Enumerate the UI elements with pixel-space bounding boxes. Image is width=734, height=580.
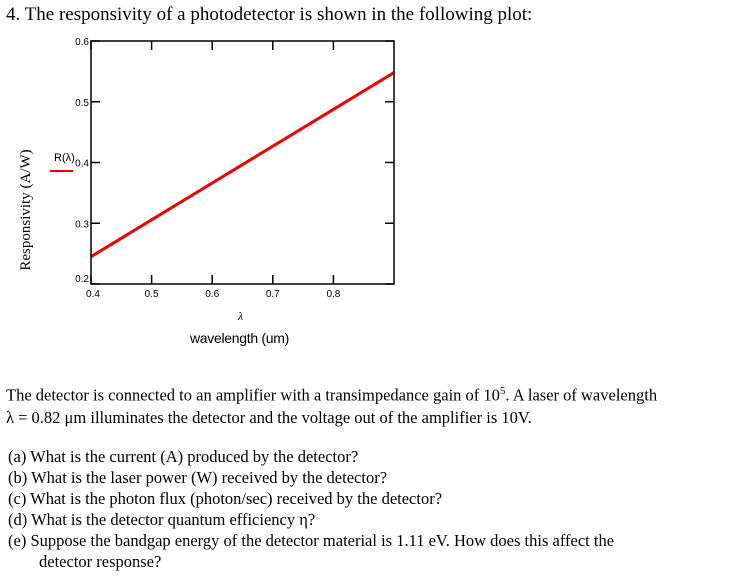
question-d: (d) What is the detector quantum efficiency η? <box>8 510 316 529</box>
x-tick-label: 0.4 <box>86 289 100 300</box>
x-axis-label: wavelength (um) <box>190 330 289 346</box>
y-tick-label: 0.5 <box>75 97 89 109</box>
question-title: 4. The responsivity of a photodetector is shown in the following plot: <box>6 4 533 25</box>
question-b: (b) What is the laser power (W) received by the detector? <box>8 468 388 487</box>
y-axis-label: Responsivity (A/W) <box>18 149 34 271</box>
paragraph-text-1: The detector is connected to an amplifier with a transimpedance gain of 10 <box>6 385 500 405</box>
x-tick-label: 0.8 <box>326 289 341 300</box>
tick-labels-layer <box>75 37 341 300</box>
x-tick-label: 0.6 <box>205 289 220 300</box>
problem-paragraph <box>6 380 730 429</box>
question-a: (a) What is the current (A) produced by the detector? <box>8 447 359 466</box>
x-tick-label: 0.5 <box>144 289 159 300</box>
plot-frame <box>91 41 394 284</box>
y-tick-label: 0.6 <box>75 37 89 48</box>
series-line-responsivity <box>91 73 394 257</box>
y-tick-label: 0.4 <box>75 158 89 170</box>
gain-exponent: 5 <box>499 385 506 397</box>
x-tick-label: 0.7 <box>265 289 280 300</box>
paragraph-text-2: . A laser of wavelength <box>505 385 658 405</box>
question-e-continued: detector response? <box>39 552 162 571</box>
paragraph-line-1 <box>6 380 730 407</box>
paragraph-line-2: λ = 0.82 μm illuminates the detector and the voltage out of the amplifier is 10V. <box>6 407 532 427</box>
y-tick-label: 0.3 <box>75 219 89 231</box>
question-e: (e) Suppose the bandgap energy of the detector material is 1.11 eV. How does this affect the <box>8 531 615 550</box>
x-axis-symbol: λ <box>238 309 244 323</box>
series-label: R(λ) <box>54 152 75 164</box>
question-list <box>8 446 732 572</box>
ticks-layer <box>91 41 394 284</box>
question-c: (c) What is the photon flux (photon/sec) received by the detector? <box>8 489 443 508</box>
y-tick-label: 0.2 <box>75 274 89 285</box>
